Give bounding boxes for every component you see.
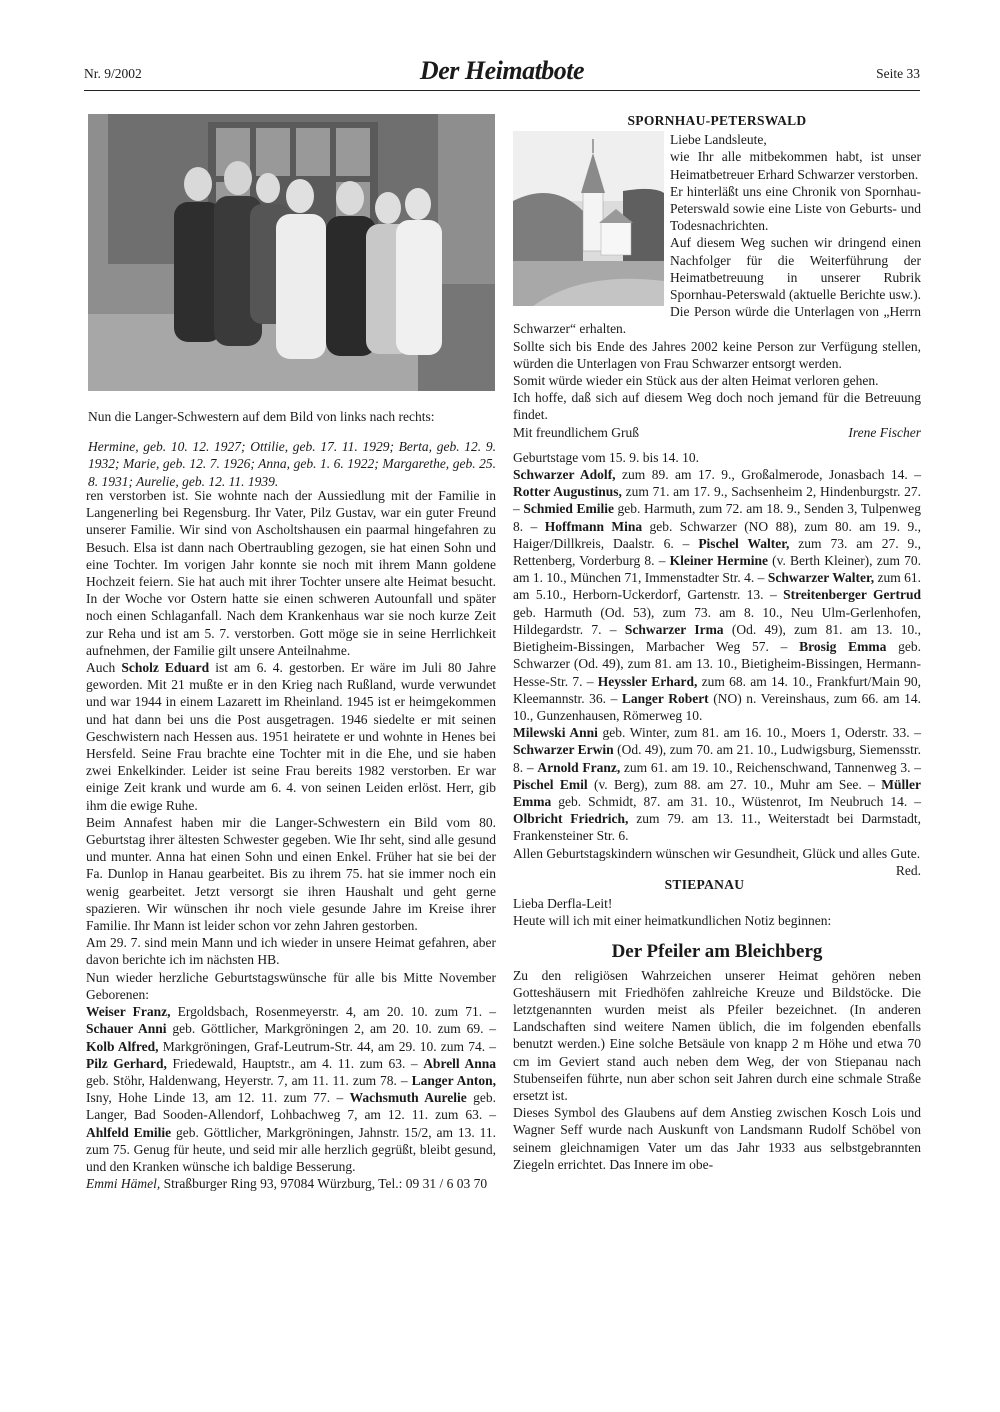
text: Isny, Hohe Linde 13, am 12. 11. zum 77. – [86,1090,350,1106]
author-address: Straßburger Ring 93, 97084 Würzburg, Tel.: 09 31 / 6 03 70 [160,1176,488,1192]
spacer [513,862,921,876]
text: Ergoldsbach, Rosenmeyerstr. 4, am 20. 10. zum 71. – [170,1004,496,1020]
person-name: Schauer Anni [86,1021,167,1037]
person-name: Schwarzer Walter, [767,570,875,586]
spornhau-p1: wie Ihr alle mitbekommen habt, ist unser Heimatbetreuer Erhard Schwarzer verstorben. [670,149,921,182]
text: geb. Schwarzer (Od. 49), zum 81. am 13. 10., Bietigheim-Bissingen, Hermann-Hesse-Str. 7. – [513,639,921,689]
person-name: Schwarzer Irma [624,621,724,637]
spornhau-signature [513,424,921,441]
person-name: Streitenberger Gertrud [783,587,921,603]
person-name: Hoffmann Mina [544,518,643,534]
photo-caption-names: Hermine, geb. 10. 12. 1927; Ottilie, geb. 17. 11. 1929; Berta, geb. 12. 9. 1932; Marie, geb. 12. 7. 1926; Anna, geb. 1. 6. 1922; Margarethe, geb. 25. 8. 1931; Aurelie, geb. 12. 11. 1939. [88,439,496,489]
spornhau-greeting: Liebe Landsleute, [670,132,767,148]
person-name: Pischel Walter, [698,535,790,551]
text: geb. Göttlicher, Markgröningen, Jahnstr. 15/2, am 13. 11. zum 75. Genug für heute, und seid mir alle herzlich gegrüßt, bleibt gesund, und den Kranken wünsche ich baldige Besserung. [86,1124,497,1174]
section-heading-stiepanau: STIEPANAU [664,876,745,892]
article-title: Der Pfeiler am Bleichberg [611,941,823,963]
spornhau-p6: Ich hoffe, daß sich auf diesem Weg doch noch jemand für die Betreuung findet. [513,390,921,423]
person-name: Milewski Anni [513,725,598,741]
birthday-list-1 [513,466,921,724]
group-photo [88,114,495,391]
paragraph-trip: Am 29. 7. sind mein Mann und ich wieder in unsere Heimat gefahren, aber davon berichte ich im nächsten HB. [86,935,496,968]
group-photo-image [88,114,495,391]
person-name: Rotter Augustinus, [513,484,622,500]
birthday-wishes [513,845,921,878]
person-name: Pilz Gerhard, [86,1055,167,1071]
text: geb. Harmuth, zum 72. am 18. 9., Senden 3, Tulpenweg 8. – [513,501,921,534]
text: zum 79. am 13. 11., Weiterstadt bei Darmstadt, Frankensteiner Str. 6. [513,811,921,844]
photo-caption-intro: Nun die Langer-Schwestern auf dem Bild von links nach rechts: [88,408,435,424]
text: (v. Berg), zum 88. am 27. 10., Muhr am See. – [587,776,882,792]
person-name: Schwarzer Erwin [513,742,614,758]
text: geb. Winter, zum 81. am 16. 10., Moers 1, Oderstr. 33. – [597,725,921,741]
spornhau-p2: Er hinterläßt uns eine Chronik von Spornhau-Peterswald sowie eine Liste von Geburts- und Todesnachrichten. [670,183,921,234]
text: zum 89. am 17. 9., Großalmerode, Jonasbach 14. – [615,467,921,483]
text: zum 73. am 27. 9., Rettenberg, Vorderburg 8. – [513,535,922,569]
paragraph-birthday-list [86,1003,496,1175]
person-name: Arnold Franz, [537,759,621,775]
page-number: Seite 33 [876,66,920,81]
text: geb. Stöhr, Haldenwang, Heyerstr. 7, am 11. 11. zum 78. – [86,1072,412,1088]
section-heading-spornhau: SPORNHAU-PETERSWALD [627,113,807,128]
person-name: Pischel Emil [513,776,588,792]
article-p2: Dieses Symbol des Glaubens auf dem Anstieg zwischen Kosch Lois und Wagner Seff wurde nach Auskunft von Landsmann Rudolf Schöbel von seinem gleichnamigen Vater um das Jahr 1933 aus selbstgebrannten Ziegeln errichtet. Das Innere im obe- [513,1105,921,1172]
text: (NO) n. Vereinshaus, zum 66. am 14. 10., Gunzenhausen, Römerweg 10. [513,690,921,723]
paragraph-elsa: ren verstorben ist. Sie wohnte nach der Aussiedlung mit der Familie in Langenerling bei Regensburg. Ihr Vater, Pilz Gustav, war ein guter Freund unserer Familie. Wir sind von Ascholtshausen ein paarmal hingefahren zu Besuch. Elsa ist dann nach Obertraubling gezogen, sie hat einen Sohn und eine Tochter. Im vorigen Jahr konnte sie noch mit ihrem Mann goldene Hochzeit feiern. Sie hat auch mit ihrer Tochter unsere alte Heimat besucht. In der Woche vor Ostern hatte sie einen schweren Autounfall und später noch einen Schlaganfall. Nach dem Krankenhaus war sie noch kurze Zeit zur Reha und ist am 5. 7. verstorben. Gott möge sie in seine Herrlichkeit aufnehmen, der Familie gilt unsere Anteilnahme. [86,488,496,658]
text: zum 71. am 17. 9., Sachsenheim 2, Hindenburgstr. 27. – [513,484,921,517]
page-header [84,56,920,91]
text: geb. Schmidt, 87. am 31. 10., Wüstenrot, Im Neubruch 14. – [551,793,921,809]
person-name: Schmied Emilie [523,501,614,517]
text: geb. Harmuth (Od. 53), zum 73. am 8. 10., Neu Ulm-Gerlenhofen, Hildegardstr. 7. – [513,604,921,637]
editor-mark: Red. [895,862,921,878]
text: (Od. 49), zum 81. am 13. 10., Bietigheim-Bissingen, Marbacher Weg 57. – [513,621,921,655]
birthday-heading: Geburtstage vom 15. 9. bis 14. 10. [513,449,699,465]
text: geb. Langer, Bad Sooden-Allendorf, Lohbachweg 7, am 12. 11. zum 63. – [86,1090,496,1123]
paragraph-scholz [86,659,496,814]
text: zum 61. am 19. 10., Reichenschwand, Tannenweg 3. – [620,759,922,775]
spornhau-p5: Somit würde wieder ein Stück aus der alten Heimat verloren gehen. [513,373,879,389]
text: zum 61. am 5.10., Herborn-Uckerdorf, Gartenstr. 13. – [513,570,921,603]
stiepanau-greeting: Lieba Derfla-Leit! [513,895,613,911]
person-name: Kleiner Hermine [669,553,768,569]
person-name: Brosig Emma [799,639,887,655]
person-name: Müller Emma [513,776,921,809]
spacer [513,441,921,449]
person-name: Langer Robert [621,690,709,706]
text: geb. Schwarzer (NO 88), zum 80. am 19. 9., Haiger/Dillkreis, Daalstr. 6. – [513,518,921,551]
person-name: Abrell Anna [423,1055,496,1071]
signature-hamel [86,1175,496,1192]
right-column [513,112,921,1173]
closing-greeting: Mit freundlichem Gruß [513,424,639,440]
text: Auch [86,660,122,676]
spornhau-p3: Auf diesem Weg suchen wir dringend einen Nachfolger für die Weiterführung der Heimatbetreuung in unserer Rubrik Spornhau-Peterswald (aktuelle Berichte usw.). Die Person würde die Unterlagen von „Herrn Schwarzer“ erhalten. [513,235,921,337]
person-name: Heyssler Erhard, [597,673,698,689]
left-column [86,487,496,1192]
paragraph-annafest: Beim Annafest haben mir die Langer-Schwestern ein Bild vom 80. Geburtstag ihrer ältesten Schwester gegeben. Wie Ihr seht, sind alle gesund und munter. Anna hat einen Sohn und einen Enkel. Früher hat sie bei der Fa. Dunlop in Hanau gearbeitet. Bis zu ihrem 75. hat sie immer noch ein wenig gearbeitet. Jetzt versorgt sie ihren Haushalt und geht gerne spazieren. Wir wünschen ihr noch viele gesunde Jahre im Kreise ihrer Familie. Ihr Mann ist leider schon vor zehn Jahren gestorben. [86,814,496,934]
person-name: Olbricht Friedrich, [513,811,629,827]
text: (Od. 49), zum 70. am 21. 10., Ludwigsburg, Siemensstr. 8. – [513,742,921,775]
text: Allen Geburtstagskindern wünschen wir Gesundheit, Glück und alles Gute. [513,845,921,861]
text: geb. Göttlicher, Markgröningen 2, am 20. 10. zum 69. – [166,1021,496,1037]
stiepanau-intro: Heute will ich mit einer heimatkundlichen Notiz beginnen: [513,913,832,929]
issue-number: Nr. 9/2002 [84,66,142,81]
person-name: Kolb Alfred, [86,1038,159,1054]
birthday-list-2 [513,724,921,844]
church-photo-image [513,131,664,306]
person-name: Schwarzer Adolf, [513,467,616,483]
person-name: Ahlfeld Emilie [86,1124,172,1140]
paragraph-birthday-intro: Nun wieder herzliche Geburtstagswünsche für alle bis Mitte November Geborenen: [86,969,496,1002]
person-name: Langer Anton, [411,1072,496,1088]
text: Markgröningen, Graf-Leutrum-Str. 44, am 29. 10. zum 74. – [158,1038,497,1054]
person-name: Scholz Eduard [121,660,210,676]
article-p1: Zu den religiösen Wahrzeichen unserer Heimat gehören neben Gotteshäusern mit Friedhöfen zahlreiche Kreuze und Bildstöcke. Die letztgenannten wurden meist als Pfeiler bezeichnet. (In anderen Landschaften sind weitere Namen üblich, die im folgenden ebenfalls benutzt werden.) Eine solche Betsäule von knapp 2 m Höhe und etwa 70 cm im Geviert stand auch neben dem Weg, der von Stiepanau nach Stubenseifen führte, nun aber schon seit Jahren durch eine schmale Straße ersetzt ist. [513,967,921,1103]
church-photo [513,131,664,306]
person-name: Wachsmuth Aurelie [349,1090,467,1106]
text: ist am 6. 4. gestorben. Er wäre im Juli 80 Jahre geworden. Mit 21 mußte er in den Krieg nach Rußland, wurde verwundet und war 1944 in einem Lazarett im Rheinland. 1945 ist er heimgekommen und hat dann bei uns die Post ausgetragen. 1946 siedelte er mit seinen Geschwistern nach Hessen aus. 1951 heiratete er und wohnte in Henes bei Hersfeld. Seine Frau brachte eine Tochter mit in die Ehe, und sie haben zwei Enkelkinder. Leider ist seine Frau bereits 1982 verstorben. Er war einige Zeit krank und wurde am 6. 4. von seinen Leiden erlöst. Herr, gib ihm die ewige Ruhe. [86,660,496,813]
text: (v. Berth Kleiner), zum 70. am 1. 10., München 71, Immenstadter Str. 4. – [513,553,921,586]
spornhau-p4: Sollte sich bis Ende des Jahres 2002 keine Person zur Verfügung stellen, würden die Unterlagen von Frau Schwarzer entsorgt werden. [513,338,921,371]
person-name: Weiser Franz, [86,1004,171,1020]
masthead-title: Der Heimatbote [419,56,585,85]
text: Friedewald, Hauptstr., am 4. 11. zum 63. – [166,1055,424,1071]
author-name: Emmi Hämel, [86,1176,161,1192]
text: zum 68. am 14. 10., Frankfurt/Main 90, Kleemannstr. 36. – [513,673,921,706]
author-name: Irene Fischer [848,424,921,440]
